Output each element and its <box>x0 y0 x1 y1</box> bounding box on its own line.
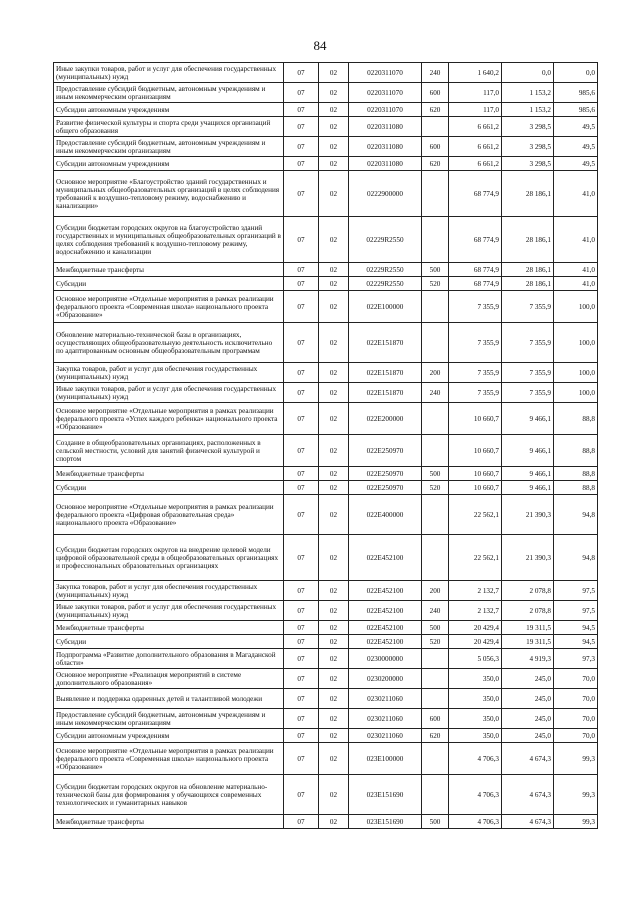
row-execution-percent: 100,0 <box>554 323 598 363</box>
row-target-article: 0230000000 <box>349 649 422 669</box>
row-planned-amount: 7 355,9 <box>449 383 502 403</box>
row-name: Основное мероприятие «Реализация мероприятий в системе дополнительного образования» <box>54 669 284 689</box>
row-expense-type <box>422 171 449 217</box>
table-row <box>54 83 598 103</box>
row-section: 07 <box>284 263 319 277</box>
row-name: Субсидии <box>54 277 284 291</box>
row-expense-type <box>422 649 449 669</box>
row-section: 07 <box>284 467 319 481</box>
row-section: 07 <box>284 669 319 689</box>
row-execution-percent: 70,0 <box>554 709 598 729</box>
row-target-article: 0220311070 <box>349 63 422 83</box>
row-actual-amount: 7 355,9 <box>502 363 554 383</box>
row-subsection: 02 <box>319 171 349 217</box>
row-planned-amount: 2 132,7 <box>449 601 502 621</box>
row-execution-percent: 88,8 <box>554 403 598 435</box>
row-planned-amount: 22 562,1 <box>449 535 502 581</box>
table-row <box>54 323 598 363</box>
row-target-article: 022E400000 <box>349 495 422 535</box>
row-target-article: 022E100000 <box>349 291 422 323</box>
row-section: 07 <box>284 815 319 829</box>
row-planned-amount: 6 661,2 <box>449 137 502 157</box>
row-subsection: 02 <box>319 467 349 481</box>
row-target-article: 0230211060 <box>349 709 422 729</box>
row-execution-percent: 88,8 <box>554 435 598 467</box>
row-target-article: 022E452100 <box>349 535 422 581</box>
row-section: 07 <box>284 481 319 495</box>
row-name: Закупка товаров, работ и услуг для обеспечения государственных (муниципальных) нужд <box>54 581 284 601</box>
row-subsection: 02 <box>319 63 349 83</box>
row-actual-amount: 4 919,3 <box>502 649 554 669</box>
row-section: 07 <box>284 83 319 103</box>
row-planned-amount: 6 661,2 <box>449 117 502 137</box>
row-name: Субсидии автономным учреждениям <box>54 157 284 171</box>
row-subsection: 02 <box>319 689 349 709</box>
row-target-article: 022E250970 <box>349 467 422 481</box>
row-subsection: 02 <box>319 621 349 635</box>
table-row <box>54 277 598 291</box>
row-planned-amount: 350,0 <box>449 689 502 709</box>
row-expense-type <box>422 403 449 435</box>
row-section: 07 <box>284 217 319 263</box>
row-name: Иные закупки товаров, работ и услуг для обеспечения государственных (муниципальных) нужд <box>54 63 284 83</box>
row-name: Основное мероприятие «Благоустройство зданий государственных и муниципальных общеобразовательных организаций в целях соблюдения требований к воздушно-тепловому режиму, водоснабжению и канализации» <box>54 171 284 217</box>
row-section: 07 <box>284 775 319 815</box>
row-actual-amount: 4 674,3 <box>502 815 554 829</box>
row-execution-percent: 41,0 <box>554 171 598 217</box>
table-row <box>54 481 598 495</box>
row-actual-amount: 7 355,9 <box>502 323 554 363</box>
row-execution-percent: 41,0 <box>554 277 598 291</box>
row-subsection: 02 <box>319 669 349 689</box>
row-subsection: 02 <box>319 263 349 277</box>
row-expense-type: 240 <box>422 63 449 83</box>
row-name: Основное мероприятие «Отдельные мероприятия в рамках реализации федерального проекта «Успех каждого ребенка» национального проекта «Образование» <box>54 403 284 435</box>
table-row <box>54 669 598 689</box>
row-subsection: 02 <box>319 709 349 729</box>
row-actual-amount: 7 355,9 <box>502 383 554 403</box>
row-target-article: 023E151690 <box>349 775 422 815</box>
page-number: 84 <box>313 38 327 53</box>
row-subsection: 02 <box>319 535 349 581</box>
row-execution-percent: 97,5 <box>554 581 598 601</box>
row-planned-amount: 6 661,2 <box>449 157 502 171</box>
row-execution-percent: 100,0 <box>554 291 598 323</box>
row-expense-type: 520 <box>422 481 449 495</box>
row-execution-percent: 100,0 <box>554 363 598 383</box>
row-expense-type: 600 <box>422 83 449 103</box>
row-target-article: 022E151870 <box>349 323 422 363</box>
row-actual-amount: 28 186,1 <box>502 277 554 291</box>
table-row <box>54 435 598 467</box>
row-section: 07 <box>284 383 319 403</box>
row-planned-amount: 10 660,7 <box>449 481 502 495</box>
row-name: Субсидии бюджетам городских округов на внедрение целевой модели цифровой образовательной среды в общеобразовательных организациях и профессиональных образовательных организациях <box>54 535 284 581</box>
row-section: 07 <box>284 157 319 171</box>
row-expense-type: 200 <box>422 581 449 601</box>
row-name: Субсидии автономным учреждениям <box>54 103 284 117</box>
row-expense-type: 620 <box>422 103 449 117</box>
table-row <box>54 263 598 277</box>
row-expense-type <box>422 435 449 467</box>
row-target-article: 0220311070 <box>349 103 422 117</box>
row-target-article: 0220311080 <box>349 157 422 171</box>
row-target-article: 022E151870 <box>349 363 422 383</box>
table-row <box>54 581 598 601</box>
row-expense-type: 620 <box>422 157 449 171</box>
row-target-article: 0220311080 <box>349 117 422 137</box>
row-subsection: 02 <box>319 435 349 467</box>
row-actual-amount: 4 674,3 <box>502 775 554 815</box>
row-target-article: 022E452100 <box>349 635 422 649</box>
row-name: Закупка товаров, работ и услуг для обеспечения государственных (муниципальных) нужд <box>54 363 284 383</box>
budget-table <box>53 62 598 829</box>
row-target-article: 02229R2550 <box>349 277 422 291</box>
row-execution-percent: 99,3 <box>554 743 598 775</box>
row-planned-amount: 22 562,1 <box>449 495 502 535</box>
row-expense-type: 620 <box>422 729 449 743</box>
table-row <box>54 63 598 83</box>
row-planned-amount: 68 774,9 <box>449 171 502 217</box>
row-planned-amount: 68 774,9 <box>449 263 502 277</box>
row-name: Предоставление субсидий бюджетным, автономным учреждениям и иным некоммерческим организациям <box>54 83 284 103</box>
row-expense-type: 520 <box>422 277 449 291</box>
table-row <box>54 363 598 383</box>
row-section: 07 <box>284 291 319 323</box>
table-row <box>54 383 598 403</box>
row-name: Межбюджетные трансферты <box>54 263 284 277</box>
row-name: Субсидии <box>54 635 284 649</box>
table-row <box>54 535 598 581</box>
row-actual-amount: 1 153,2 <box>502 103 554 117</box>
table-row <box>54 467 598 481</box>
table-row <box>54 117 598 137</box>
row-target-article: 023E100000 <box>349 743 422 775</box>
row-name: Субсидии автономным учреждениям <box>54 729 284 743</box>
table-row <box>54 495 598 535</box>
row-name: Субсидии бюджетам городских округов на обновление материально-технической базы для формирования у обучающихся современных технологических и гуманитарных навыков <box>54 775 284 815</box>
table-row <box>54 775 598 815</box>
row-name: Основное мероприятие «Отдельные мероприятия в рамках реализации федерального проекта «Современная школа» национального проекта «Образование» <box>54 291 284 323</box>
row-planned-amount: 68 774,9 <box>449 217 502 263</box>
row-planned-amount: 7 355,9 <box>449 323 502 363</box>
row-planned-amount: 10 660,7 <box>449 403 502 435</box>
row-actual-amount: 9 466,1 <box>502 403 554 435</box>
row-expense-type: 240 <box>422 383 449 403</box>
row-expense-type: 500 <box>422 263 449 277</box>
row-subsection: 02 <box>319 157 349 171</box>
row-planned-amount: 350,0 <box>449 709 502 729</box>
row-section: 07 <box>284 649 319 669</box>
row-subsection: 02 <box>319 383 349 403</box>
row-target-article: 022E151870 <box>349 383 422 403</box>
table-row <box>54 403 598 435</box>
row-section: 07 <box>284 621 319 635</box>
row-section: 07 <box>284 729 319 743</box>
row-section: 07 <box>284 495 319 535</box>
row-name: Межбюджетные трансферты <box>54 815 284 829</box>
row-section: 07 <box>284 137 319 157</box>
table-row <box>54 601 598 621</box>
row-expense-type: 600 <box>422 137 449 157</box>
row-subsection: 02 <box>319 291 349 323</box>
row-planned-amount: 4 706,3 <box>449 775 502 815</box>
row-actual-amount: 3 298,5 <box>502 137 554 157</box>
row-execution-percent: 49,5 <box>554 117 598 137</box>
row-actual-amount: 245,0 <box>502 669 554 689</box>
row-target-article: 0230211060 <box>349 689 422 709</box>
table-row <box>54 729 598 743</box>
table-row <box>54 137 598 157</box>
row-expense-type <box>422 535 449 581</box>
row-target-article: 0222900000 <box>349 171 422 217</box>
row-actual-amount: 245,0 <box>502 709 554 729</box>
row-planned-amount: 7 355,9 <box>449 291 502 323</box>
row-subsection: 02 <box>319 363 349 383</box>
table-row <box>54 291 598 323</box>
row-actual-amount: 21 390,3 <box>502 495 554 535</box>
row-name: Предоставление субсидий бюджетным, автономным учреждениям и иным некоммерческим организациям <box>54 137 284 157</box>
row-execution-percent: 985,6 <box>554 103 598 117</box>
row-subsection: 02 <box>319 775 349 815</box>
row-planned-amount: 68 774,9 <box>449 277 502 291</box>
row-subsection: 02 <box>319 403 349 435</box>
row-subsection: 02 <box>319 581 349 601</box>
row-actual-amount: 0,0 <box>502 63 554 83</box>
row-expense-type <box>422 117 449 137</box>
row-section: 07 <box>284 171 319 217</box>
row-target-article: 0230211060 <box>349 729 422 743</box>
row-expense-type <box>422 743 449 775</box>
table-row <box>54 689 598 709</box>
row-execution-percent: 88,8 <box>554 481 598 495</box>
row-subsection: 02 <box>319 277 349 291</box>
row-target-article: 022E250970 <box>349 435 422 467</box>
row-actual-amount: 3 298,5 <box>502 117 554 137</box>
row-target-article: 0230200000 <box>349 669 422 689</box>
row-name: Выявление и поддержка одаренных детей и талантливой молодежи <box>54 689 284 709</box>
row-expense-type <box>422 669 449 689</box>
row-expense-type: 200 <box>422 363 449 383</box>
row-actual-amount: 9 466,1 <box>502 435 554 467</box>
row-planned-amount: 20 429,4 <box>449 621 502 635</box>
row-section: 07 <box>284 63 319 83</box>
row-actual-amount: 245,0 <box>502 729 554 743</box>
row-subsection: 02 <box>319 103 349 117</box>
row-section: 07 <box>284 363 319 383</box>
row-subsection: 02 <box>319 815 349 829</box>
row-actual-amount: 9 466,1 <box>502 467 554 481</box>
row-execution-percent: 97,3 <box>554 649 598 669</box>
row-name: Основное мероприятие «Отдельные мероприятия в рамках реализации федерального проекта «Современная школа» национального проекта «Образование» <box>54 743 284 775</box>
row-expense-type: 600 <box>422 709 449 729</box>
row-planned-amount: 1 640,2 <box>449 63 502 83</box>
row-planned-amount: 20 429,4 <box>449 635 502 649</box>
row-section: 07 <box>284 277 319 291</box>
row-subsection: 02 <box>319 743 349 775</box>
row-actual-amount: 28 186,1 <box>502 263 554 277</box>
row-actual-amount: 21 390,3 <box>502 535 554 581</box>
row-section: 07 <box>284 323 319 363</box>
row-subsection: 02 <box>319 495 349 535</box>
row-section: 07 <box>284 435 319 467</box>
row-subsection: 02 <box>319 137 349 157</box>
row-planned-amount: 117,0 <box>449 103 502 117</box>
table-row <box>54 709 598 729</box>
row-actual-amount: 19 311,5 <box>502 635 554 649</box>
row-name: Субсидии бюджетам городских округов на благоустройство зданий государственных и муниципальных общеобразовательных организаций в целях соблюдения требований к воздушно-тепловому режиму, водоснабжению и канализации <box>54 217 284 263</box>
row-expense-type <box>422 217 449 263</box>
row-actual-amount: 9 466,1 <box>502 481 554 495</box>
row-name: Субсидии <box>54 481 284 495</box>
row-actual-amount: 2 078,8 <box>502 581 554 601</box>
table-row <box>54 635 598 649</box>
row-actual-amount: 2 078,8 <box>502 601 554 621</box>
row-expense-type <box>422 689 449 709</box>
row-execution-percent: 100,0 <box>554 383 598 403</box>
row-section: 07 <box>284 689 319 709</box>
row-name: Создание в общеобразовательных организациях, расположенных в сельской местности, условий для занятий физической культурой и спортом <box>54 435 284 467</box>
table-row <box>54 103 598 117</box>
row-section: 07 <box>284 403 319 435</box>
row-actual-amount: 28 186,1 <box>502 171 554 217</box>
row-actual-amount: 4 674,3 <box>502 743 554 775</box>
row-name: Развитие физической культуры и спорта среди учащихся организаций общего образования <box>54 117 284 137</box>
row-section: 07 <box>284 709 319 729</box>
row-planned-amount: 350,0 <box>449 669 502 689</box>
row-execution-percent: 41,0 <box>554 263 598 277</box>
row-actual-amount: 1 153,2 <box>502 83 554 103</box>
row-name: Иные закупки товаров, работ и услуг для обеспечения государственных (муниципальных) нужд <box>54 383 284 403</box>
row-target-article: 022E452100 <box>349 621 422 635</box>
row-actual-amount: 19 311,5 <box>502 621 554 635</box>
row-execution-percent: 94,8 <box>554 495 598 535</box>
row-subsection: 02 <box>319 635 349 649</box>
row-expense-type <box>422 775 449 815</box>
row-subsection: 02 <box>319 323 349 363</box>
row-planned-amount: 117,0 <box>449 83 502 103</box>
row-section: 07 <box>284 601 319 621</box>
row-execution-percent: 70,0 <box>554 689 598 709</box>
row-section: 07 <box>284 743 319 775</box>
row-section: 07 <box>284 535 319 581</box>
row-name: Обновление материально-технической базы в организациях, осуществляющих общеобразовательную деятельность исключительно по адаптированным основным общеобразовательным программам <box>54 323 284 363</box>
row-planned-amount: 4 706,3 <box>449 743 502 775</box>
table-row <box>54 171 598 217</box>
table-row <box>54 157 598 171</box>
row-planned-amount: 7 355,9 <box>449 363 502 383</box>
row-expense-type <box>422 495 449 535</box>
row-planned-amount: 350,0 <box>449 729 502 743</box>
row-name: Основное мероприятие «Отдельные мероприятия в рамках реализации федерального проекта «Цифровая образовательная среда» национального проекта «Образование» <box>54 495 284 535</box>
row-name: Иные закупки товаров, работ и услуг для обеспечения государственных (муниципальных) нужд <box>54 601 284 621</box>
row-section: 07 <box>284 117 319 137</box>
row-expense-type: 500 <box>422 815 449 829</box>
row-subsection: 02 <box>319 649 349 669</box>
row-name: Межбюджетные трансферты <box>54 621 284 635</box>
row-execution-percent: 99,3 <box>554 815 598 829</box>
row-execution-percent: 0,0 <box>554 63 598 83</box>
row-target-article: 022E452100 <box>349 601 422 621</box>
row-section: 07 <box>284 635 319 649</box>
table-row <box>54 621 598 635</box>
row-execution-percent: 49,5 <box>554 157 598 171</box>
table-row <box>54 815 598 829</box>
row-target-article: 02229R2550 <box>349 263 422 277</box>
row-subsection: 02 <box>319 481 349 495</box>
row-planned-amount: 2 132,7 <box>449 581 502 601</box>
row-subsection: 02 <box>319 117 349 137</box>
row-execution-percent: 94,5 <box>554 635 598 649</box>
row-execution-percent: 70,0 <box>554 669 598 689</box>
row-execution-percent: 49,5 <box>554 137 598 157</box>
row-target-article: 022E200000 <box>349 403 422 435</box>
row-name: Подпрограмма «Развитие дополнительного образования в Магаданской области» <box>54 649 284 669</box>
row-planned-amount: 4 706,3 <box>449 815 502 829</box>
row-execution-percent: 41,0 <box>554 217 598 263</box>
row-expense-type <box>422 291 449 323</box>
table-row <box>54 217 598 263</box>
row-execution-percent: 88,8 <box>554 467 598 481</box>
row-actual-amount: 245,0 <box>502 689 554 709</box>
row-target-article: 022E452100 <box>349 581 422 601</box>
row-execution-percent: 99,3 <box>554 775 598 815</box>
row-planned-amount: 10 660,7 <box>449 435 502 467</box>
table-row <box>54 649 598 669</box>
row-execution-percent: 985,6 <box>554 83 598 103</box>
row-target-article: 022E250970 <box>349 481 422 495</box>
row-expense-type: 500 <box>422 467 449 481</box>
row-expense-type <box>422 323 449 363</box>
row-expense-type: 500 <box>422 621 449 635</box>
table-body <box>54 63 598 829</box>
row-section: 07 <box>284 581 319 601</box>
row-subsection: 02 <box>319 729 349 743</box>
row-name: Межбюджетные трансферты <box>54 467 284 481</box>
row-expense-type: 240 <box>422 601 449 621</box>
row-target-article: 02229R2550 <box>349 217 422 263</box>
row-subsection: 02 <box>319 601 349 621</box>
row-planned-amount: 5 056,3 <box>449 649 502 669</box>
row-subsection: 02 <box>319 83 349 103</box>
row-target-article: 0220311080 <box>349 137 422 157</box>
row-planned-amount: 10 660,7 <box>449 467 502 481</box>
row-execution-percent: 97,5 <box>554 601 598 621</box>
row-subsection: 02 <box>319 217 349 263</box>
row-actual-amount: 28 186,1 <box>502 217 554 263</box>
row-target-article: 0220311070 <box>349 83 422 103</box>
row-execution-percent: 94,5 <box>554 621 598 635</box>
table-row <box>54 743 598 775</box>
row-execution-percent: 94,8 <box>554 535 598 581</box>
row-execution-percent: 70,0 <box>554 729 598 743</box>
row-section: 07 <box>284 103 319 117</box>
row-name: Предоставление субсидий бюджетным, автономным учреждениям и иным некоммерческим организациям <box>54 709 284 729</box>
row-actual-amount: 7 355,9 <box>502 291 554 323</box>
row-actual-amount: 3 298,5 <box>502 157 554 171</box>
row-expense-type: 520 <box>422 635 449 649</box>
row-target-article: 023E151690 <box>349 815 422 829</box>
